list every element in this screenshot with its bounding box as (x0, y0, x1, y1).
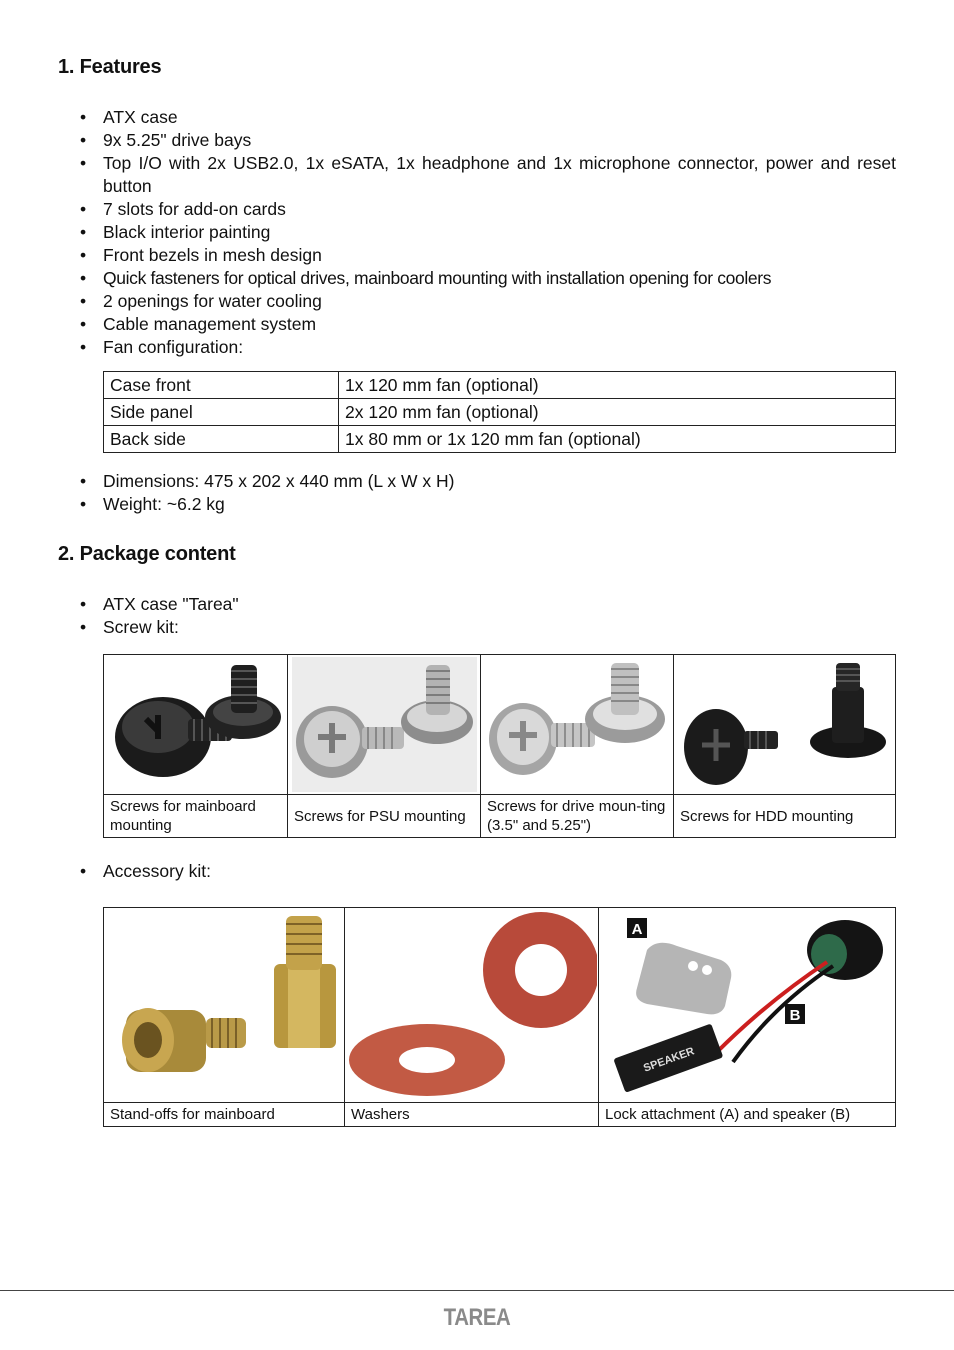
table-row (104, 372, 896, 399)
table-row (104, 655, 896, 795)
table-cell: Screws for HDD mounting (674, 795, 896, 838)
marker-b: B (789, 1007, 801, 1024)
table-cell: 2x 120 mm fan (optional) (339, 399, 896, 426)
list-item: • 7 slots for add-on cards (80, 198, 896, 221)
table-cell: Washers (345, 1103, 599, 1127)
list-item: • 2 openings for water cooling (80, 290, 896, 313)
list-item: • 9x 5.25" drive bays (80, 129, 896, 152)
list-item: • Quick fasteners for optical drives, mainboard mounting with installation opening for coolers (80, 267, 896, 290)
table-cell: Lock attachment (A) and speaker (B) (599, 1103, 896, 1127)
table-cell: Side panel (104, 399, 339, 426)
table-cell: Screws for drive moun-ting (3.5" and 5.25") (481, 795, 674, 838)
table-row (104, 908, 896, 1103)
washers-image (345, 908, 599, 1103)
dimensions-list (80, 470, 896, 516)
list-item: • Front bezels in mesh design (80, 244, 896, 267)
table-row (104, 1103, 896, 1127)
list-item: • Dimensions: 475 x 202 x 440 mm (L x W x H) (80, 470, 896, 493)
table-row (104, 795, 896, 838)
table-cell: Screws for mainboard mounting (104, 795, 288, 838)
standoffs-image (104, 908, 345, 1103)
features-list (80, 106, 896, 359)
footer-brand: TAREA (443, 1304, 511, 1331)
drive-screws-image (481, 655, 674, 795)
table-cell: Stand-offs for mainboard (104, 1103, 345, 1127)
footer-divider (0, 1290, 954, 1291)
list-item: • Accessory kit: (80, 860, 896, 883)
hdd-screws-image (674, 655, 896, 795)
package-heading: 2. Package content (58, 543, 236, 565)
list-item: • ATX case (80, 106, 896, 129)
table-cell: Back side (104, 426, 339, 453)
list-item: • Cable management system (80, 313, 896, 336)
fan-configuration-table (103, 371, 896, 453)
lock-speaker-image (599, 908, 896, 1103)
list-item: • Weight: ~6.2 kg (80, 493, 896, 516)
table-cell: Screws for PSU mounting (288, 795, 481, 838)
table-row (104, 399, 896, 426)
screw-kit-table (103, 654, 896, 838)
accessory-kit-table (103, 907, 896, 1127)
list-item: • Fan configuration: (80, 336, 896, 359)
connector-label: SPEAKER (641, 1045, 697, 1075)
silver-screws-image (288, 655, 481, 795)
table-cell: 1x 80 mm or 1x 120 mm fan (optional) (339, 426, 896, 453)
table-cell: 1x 120 mm fan (optional) (339, 372, 896, 399)
black-screws-image (104, 655, 288, 795)
list-item: • Black interior painting (80, 221, 896, 244)
accessory-list (80, 860, 896, 883)
list-item: • Top I/O with 2x USB2.0, 1x eSATA, 1x headphone and 1x microphone connector, power and reset button (80, 152, 896, 198)
table-cell: Case front (104, 372, 339, 399)
table-row (104, 426, 896, 453)
list-item: • ATX case "Tarea" (80, 593, 896, 616)
marker-a: A (631, 921, 643, 938)
package-list (80, 593, 896, 639)
list-item: • Screw kit: (80, 616, 896, 639)
features-heading: 1. Features (58, 56, 162, 78)
